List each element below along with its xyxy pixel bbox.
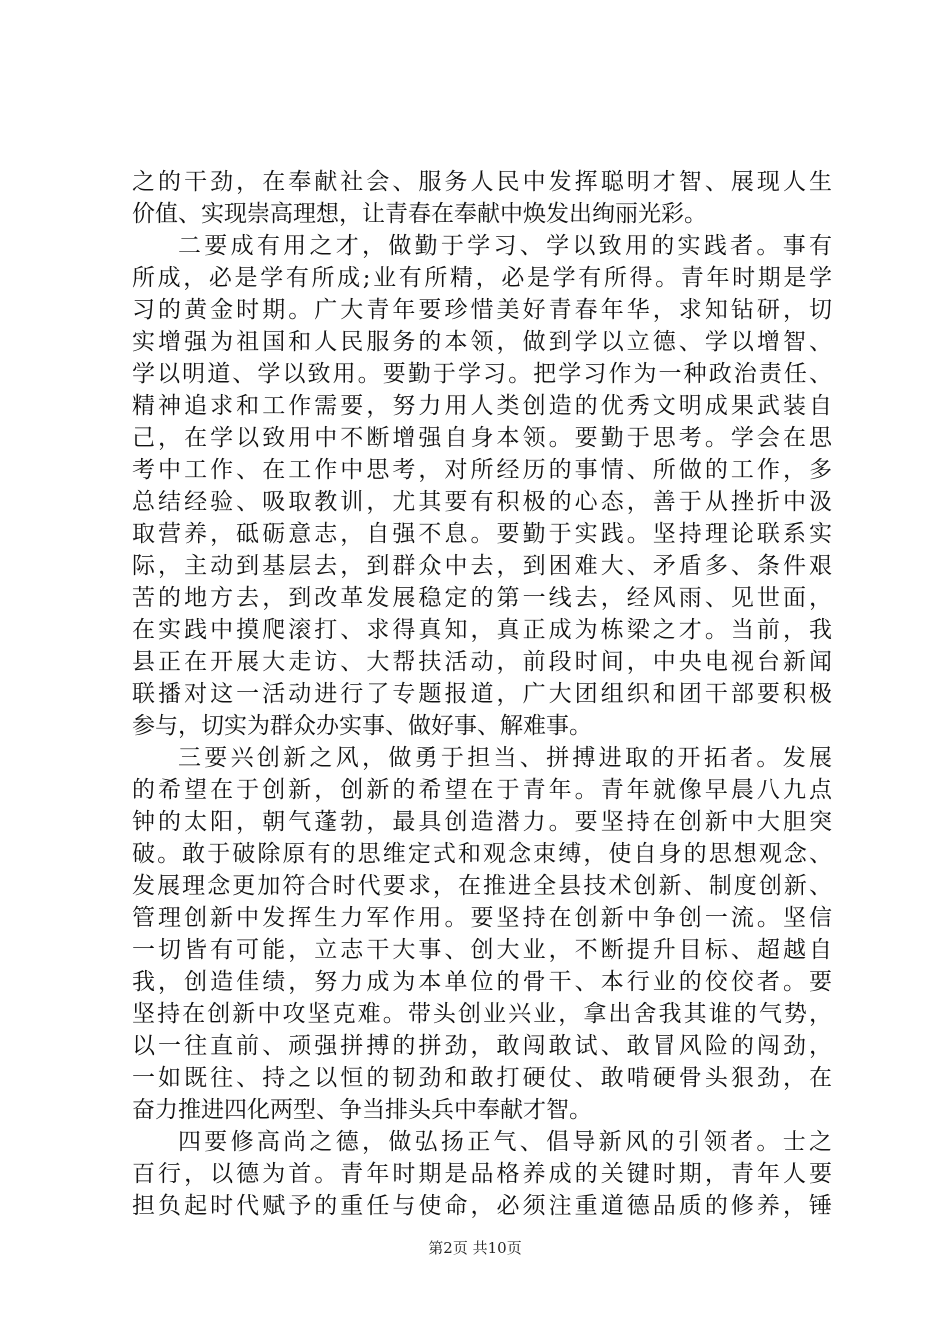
text-line: 破。敢于破除原有的思维定式和观念束缚，使自身的思想观念、 xyxy=(132,841,832,867)
text-line: 学以明道、学以致用。要勤于学习。把学习作为一种政治责任、 xyxy=(132,361,832,387)
text-line: 钟的太阳，朝气蓬勃，最具创造潜力。要坚持在创新中大胆突 xyxy=(132,809,832,835)
page-footer: 第2页 共10页 xyxy=(428,1239,522,1257)
text-line: 的希望在于创新，创新的希望在于青年。青年就像早晨八九点 xyxy=(132,777,832,803)
text-line: 百行，以德为首。青年时期是品格养成的关键时期，青年人要 xyxy=(132,1161,832,1187)
text-line: 一如既往、持之以恒的韧劲和敢打硬仗、敢啃硬骨头狠劲，在 xyxy=(132,1065,832,1091)
text-line: 一切皆有可能，立志干大事、创大业，不断提升目标、超越自 xyxy=(132,937,832,963)
text-line: 己，在学以致用中不断增强自身本领。要勤于思考。学会在思 xyxy=(132,425,832,451)
text-line: 价值、实现崇高理想，让青春在奉献中焕发出绚丽光彩。 xyxy=(132,201,707,227)
text-line: 总结经验、吸取教训，尤其要有积极的心态，善于从挫折中汲 xyxy=(132,489,832,515)
text-line: 精神追求和工作需要，努力用人类创造的优秀文明成果武装自 xyxy=(132,393,832,419)
text-line: 我，创造佳绩，努力成为本单位的骨干、本行业的佼佼者。要 xyxy=(132,969,832,995)
text-line: 考中工作、在工作中思考，对所经历的事情、所做的工作，多 xyxy=(132,457,832,483)
text-line: 联播对这一活动进行了专题报道，广大团组织和团干部要积极 xyxy=(132,681,832,707)
body-text xyxy=(132,166,832,1222)
text-line: 县正在开展大走访、大帮扶活动，前段时间，中央电视台新闻 xyxy=(132,649,832,675)
text-line: 参与，切实为群众办实事、做好事、解难事。 xyxy=(132,713,592,739)
text-line: 际，主动到基层去，到群众中去，到困难大、矛盾多、条件艰 xyxy=(132,553,832,579)
text-line: 发展理念更加符合时代要求，在推进全县技术创新、制度创新、 xyxy=(132,873,832,899)
text-line: 之的干劲，在奉献社会、服务人民中发挥聪明才智、展现人生 xyxy=(132,169,832,195)
text-line: 取营养，砥砺意志，自强不息。要勤于实践。坚持理论联系实 xyxy=(132,521,832,547)
text-line: 习的黄金时期。广大青年要珍惜美好青春年华，求知钻研，切 xyxy=(132,297,832,323)
text-line: 坚持在创新中攻坚克难。带头创业兴业，拿出舍我其谁的气势， xyxy=(132,1001,832,1027)
text-line: 以一往直前、顽强拼搏的拼劲，敢闯敢试、敢冒风险的闯劲， xyxy=(132,1033,832,1059)
text-line: 担负起时代赋予的重任与使命，必须注重道德品质的修养，锤 xyxy=(132,1193,832,1219)
text-line: 奋力推进四化两型、争当排头兵中奉献才智。 xyxy=(132,1097,592,1123)
text-line: 三要兴创新之风，做勇于担当、拼搏进取的开拓者。发展 xyxy=(178,745,832,771)
text-line: 苦的地方去，到改革发展稳定的第一线去，经风雨、见世面， xyxy=(132,585,832,611)
text-line: 在实践中摸爬滚打、求得真知，真正成为栋梁之才。当前，我 xyxy=(132,617,832,643)
text-line: 管理创新中发挥生力军作用。要坚持在创新中争创一流。坚信 xyxy=(132,905,832,931)
text-line: 实增强为祖国和人民服务的本领，做到学以立德、学以增智、 xyxy=(132,329,832,355)
text-line: 二要成有用之才，做勤于学习、学以致用的实践者。事有 xyxy=(178,233,832,259)
text-line: 所成，必是学有所成;业有所精，必是学有所得。青年时期是学 xyxy=(132,265,832,291)
text-line: 四要修高尚之德，做弘扬正气、倡导新风的引领者。士之 xyxy=(178,1129,832,1155)
